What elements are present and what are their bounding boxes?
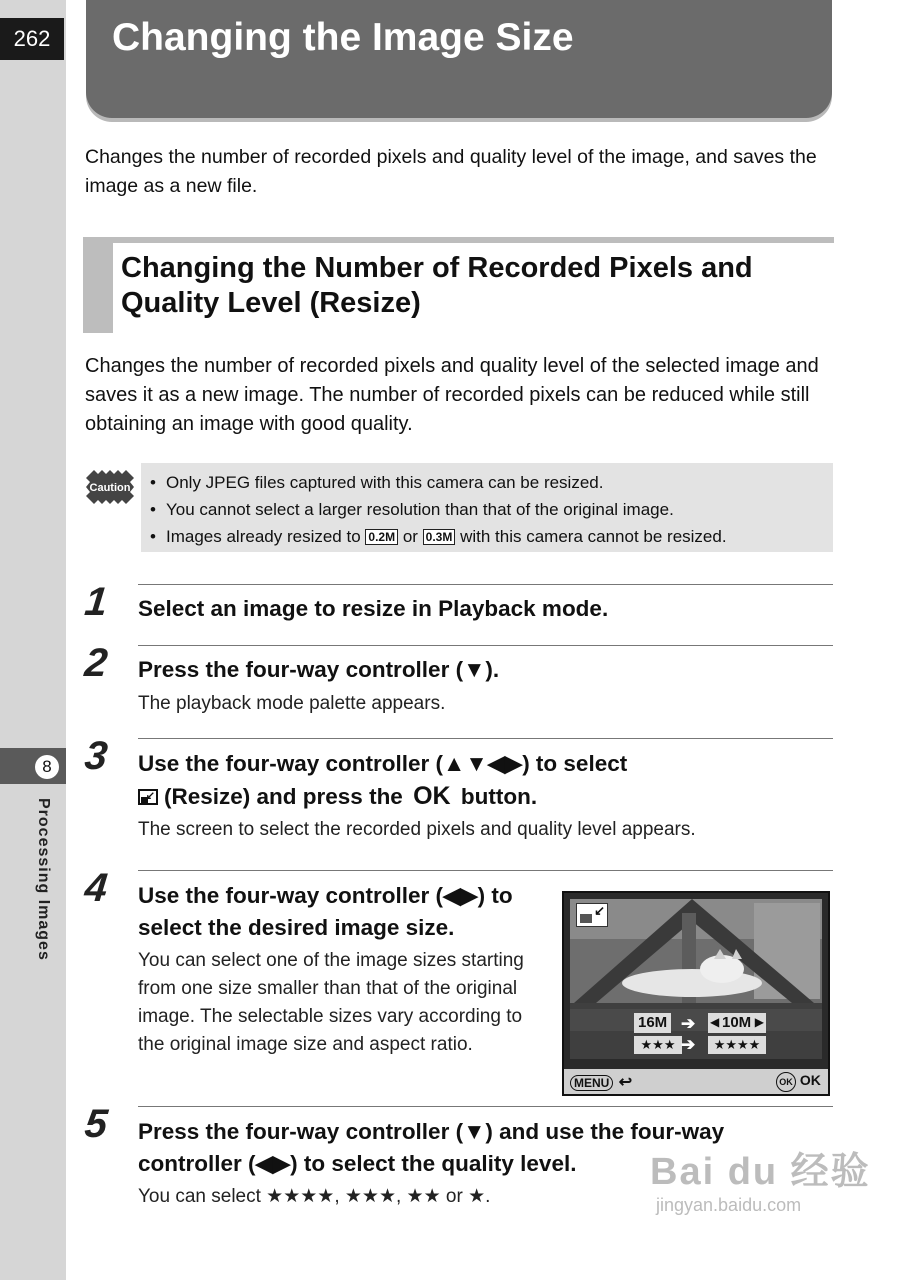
section-rule — [113, 237, 834, 243]
quality-3-stars: ★★★ — [344, 1186, 396, 1207]
resolution-badge-0.3m: 0.3M — [423, 529, 456, 545]
page-title: Changing the Image Size — [112, 16, 574, 59]
quality-1-star: ★ — [468, 1186, 486, 1207]
menu-icon: MENU — [570, 1075, 613, 1091]
step-heading: Use the four-way controller (◀▶) to select the desired image size. — [138, 883, 513, 940]
watermark-url: jingyan.baidu.com — [656, 1195, 802, 1215]
step-heading: Select an image to resize in Playback mode. — [138, 596, 609, 621]
quality-4-stars: ★★★★ — [266, 1186, 335, 1207]
caution-item: • Only JPEG files captured with this camera can be resized. — [141, 469, 833, 496]
chapter-number: 8 — [35, 755, 59, 779]
step-body: The screen to select the recorded pixels and quality level appears. — [138, 819, 696, 840]
resize-icon: ↙ — [138, 789, 158, 805]
step-number: 2 — [82, 641, 110, 685]
ok-icon: OK — [776, 1072, 796, 1092]
step-divider — [138, 584, 833, 585]
ok-button[interactable]: OK OK — [776, 1072, 821, 1092]
intro-text: Changes the number of recorded pixels and quality level of the image, and saves the image as a new file. — [85, 146, 817, 197]
resize-icon: ↙ — [576, 903, 608, 927]
step-body: You can select ★★★★, ★★★, ★★ or ★. — [138, 1186, 491, 1207]
caution-box — [141, 463, 833, 552]
step-divider — [138, 645, 833, 646]
caution-item: • You cannot select a larger resolution than that of the original image. — [141, 496, 833, 523]
step-heading: Use the four-way controller (▲▼◀▶) to select ↙ (Resize) and press the OK button. — [138, 751, 628, 810]
step-body: The playback mode palette appears. — [138, 693, 446, 714]
step-divider — [138, 738, 833, 739]
step-number: 4 — [82, 866, 110, 910]
step-body: You can select one of the image sizes starting from one size smaller than that of the original image. The selectable sizes vary according to the original image size and aspect ratio. — [138, 950, 524, 1055]
quality-2-stars: ★★ — [406, 1186, 441, 1207]
size-selector[interactable] — [708, 1013, 766, 1033]
section-title: Changing the Number of Recorded Pixels and Quality Level (Resize) — [121, 252, 753, 319]
caution-item: • Images already resized to 0.2M or 0.3M with this camera cannot be resized. — [141, 523, 833, 550]
caution-icon-label: Caution — [89, 482, 131, 494]
size-from: 16M — [634, 1013, 671, 1033]
step-number: 5 — [82, 1102, 110, 1146]
watermark-brand: Bai du 经验 — [650, 1151, 871, 1193]
section-marker — [83, 237, 113, 333]
step-heading: Press the four-way controller (▼). — [138, 657, 500, 682]
chevron-right-icon: ▶ — [754, 1015, 764, 1029]
side-strip — [0, 0, 66, 1280]
watermark — [650, 1140, 871, 1216]
caution-icon — [86, 470, 134, 509]
chapter-label: Processing Images — [35, 798, 52, 961]
quality-from: ★★★ — [634, 1036, 682, 1054]
size-to: 10M — [722, 1014, 752, 1031]
chevron-left-icon: ◀ — [710, 1015, 720, 1029]
arrow-right-icon: ➔ — [681, 1035, 696, 1054]
page-number: 262 — [0, 18, 64, 60]
menu-back-button[interactable] — [570, 1072, 632, 1092]
section-description: Changes the number of recorded pixels and quality level of the selected image and saves it as a new image. The number of recorded pixels can be reduced while still obtaining an image with good quality. — [85, 355, 819, 435]
step-number: 3 — [82, 734, 110, 778]
step-divider — [138, 1106, 833, 1107]
step-divider — [138, 870, 833, 871]
step-heading: Press the four-way controller (▼) and use the four-way controller (◀▶) to select the quality level. — [138, 1119, 725, 1176]
step-number: 1 — [82, 580, 110, 624]
camera-screen — [562, 891, 830, 1096]
arrow-right-icon: ➔ — [681, 1014, 696, 1033]
quality-to[interactable]: ★★★★ — [708, 1036, 766, 1054]
ok-symbol: OK — [413, 782, 451, 810]
resolution-badge-0.2m: 0.2M — [365, 529, 398, 545]
back-arrow-icon: ↩ — [618, 1074, 633, 1091]
